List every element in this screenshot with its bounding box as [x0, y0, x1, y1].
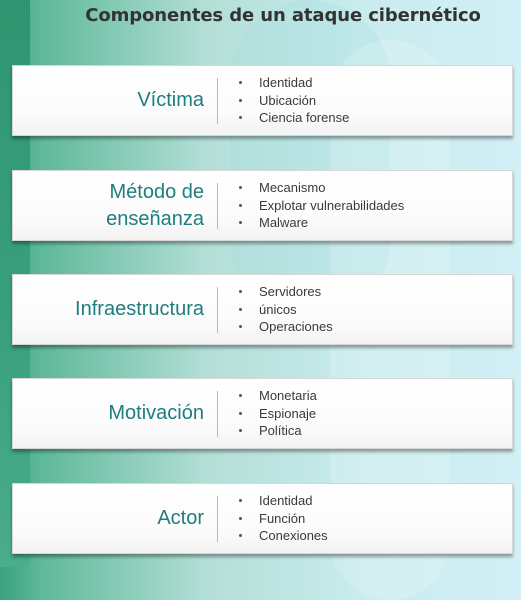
- bullet-icon: [239, 394, 242, 397]
- card-label: Víctima: [137, 89, 204, 111]
- list-item: Monetaria: [239, 387, 317, 405]
- bullet-icon: [239, 221, 242, 224]
- card-actor: [12, 483, 513, 554]
- card-list: [239, 484, 328, 553]
- list-item: Ubicación: [239, 92, 349, 110]
- divider: [217, 391, 218, 437]
- card-list: [239, 379, 317, 448]
- card-list: [239, 275, 333, 344]
- bullet-icon: [239, 186, 242, 189]
- bullet-icon: [239, 116, 242, 119]
- bullet-icon: [239, 99, 242, 102]
- list-item: Servidores: [239, 283, 333, 301]
- list-item: Malware: [239, 214, 404, 232]
- divider: [217, 496, 218, 542]
- page-title: Componentes de un ataque cibernético: [85, 5, 481, 26]
- card-label: Actor: [157, 507, 204, 529]
- bullet-icon: [239, 499, 242, 502]
- divider: [217, 183, 218, 229]
- bullet-icon: [239, 290, 242, 293]
- card-victim: [12, 65, 513, 136]
- list-item: Política: [239, 422, 317, 440]
- divider: [217, 78, 218, 124]
- bullet-icon: [239, 308, 242, 311]
- list-item: Mecanismo: [239, 179, 404, 197]
- list-item: Espionaje: [239, 405, 317, 423]
- list-item: Conexiones: [239, 527, 328, 545]
- list-item: únicos: [239, 301, 333, 319]
- bullet-icon: [239, 325, 242, 328]
- bullet-icon: [239, 429, 242, 432]
- card-list: [239, 66, 349, 135]
- list-item: Operaciones: [239, 318, 333, 336]
- list-item: Ciencia forense: [239, 109, 349, 127]
- divider: [217, 287, 218, 333]
- bullet-icon: [239, 81, 242, 84]
- list-item: Explotar vulnerabilidades: [239, 197, 404, 215]
- card-infrastructure: [12, 274, 513, 345]
- card-method: [12, 170, 513, 241]
- card-motivation: [12, 378, 513, 449]
- list-item: Identidad: [239, 74, 349, 92]
- bullet-icon: [239, 412, 242, 415]
- card-list: [239, 171, 404, 240]
- card-label: Motivación: [108, 402, 204, 424]
- bullet-icon: [239, 534, 242, 537]
- list-item: Función: [239, 510, 328, 528]
- bullet-icon: [239, 517, 242, 520]
- card-label: Método de enseñanza: [106, 180, 204, 230]
- bullet-icon: [239, 204, 242, 207]
- list-item: Identidad: [239, 492, 328, 510]
- card-label: Infraestructura: [75, 298, 204, 320]
